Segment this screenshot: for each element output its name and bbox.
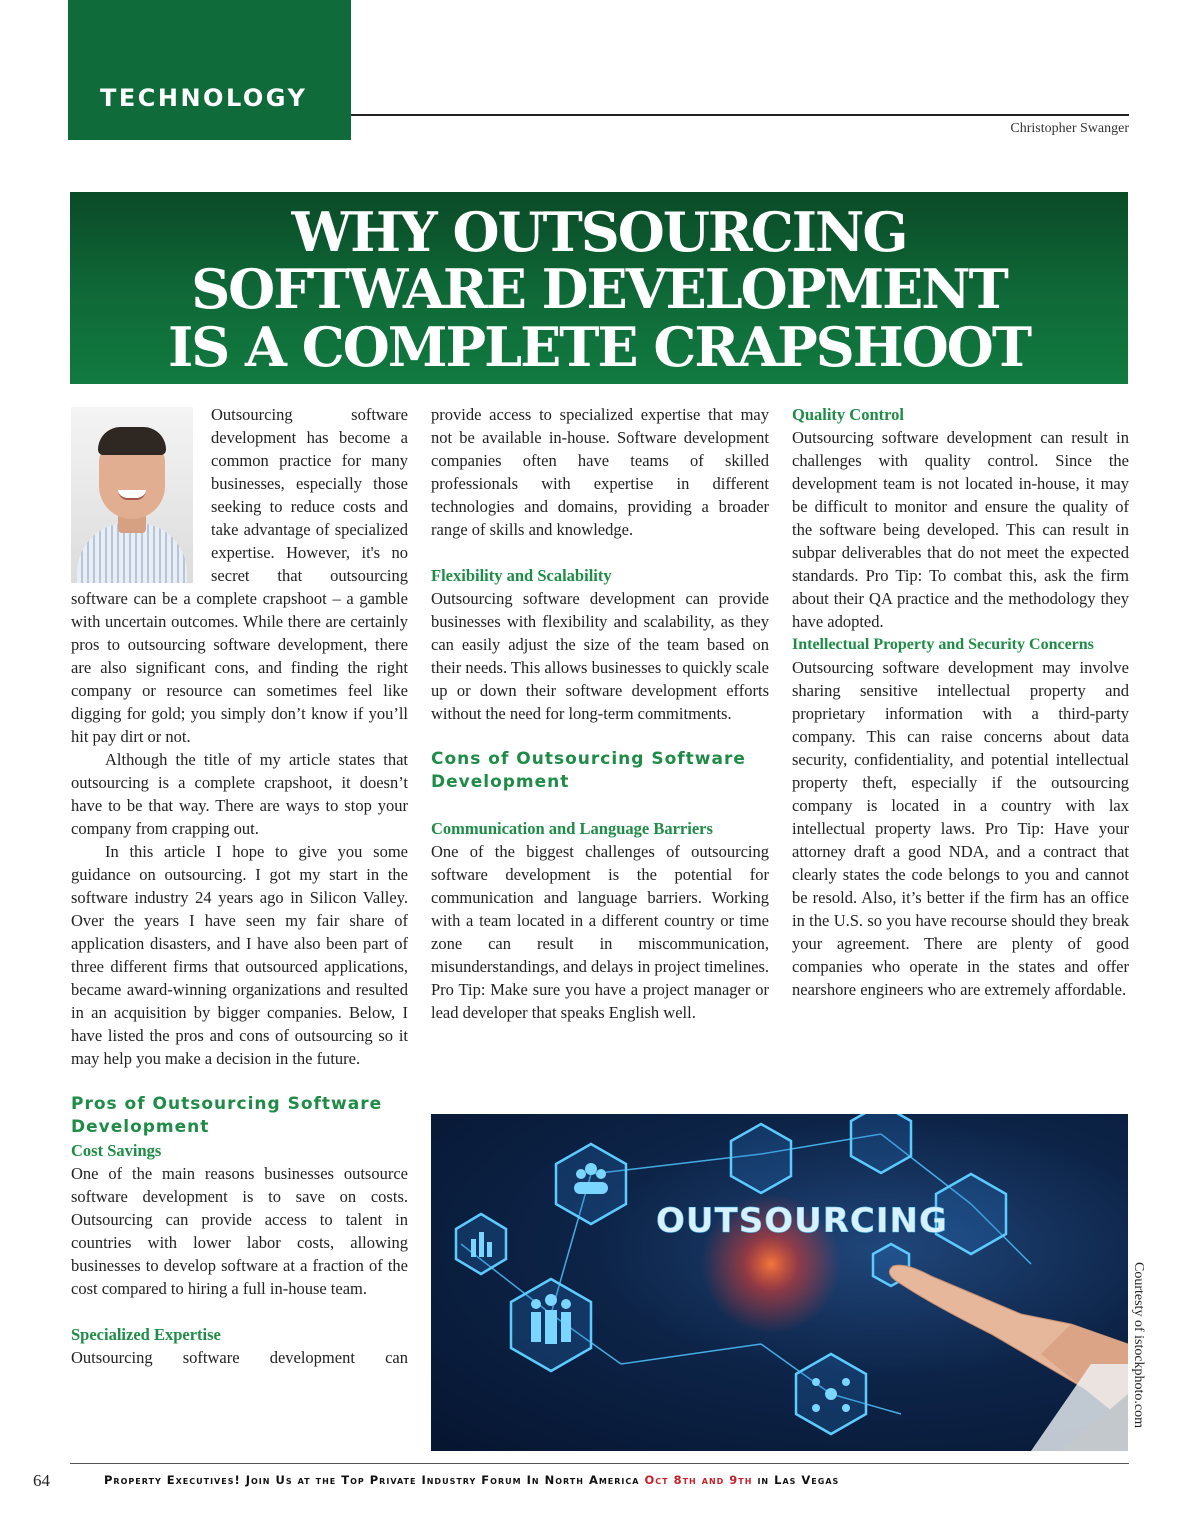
flexibility-heading: Flexibility and Scalability (431, 566, 612, 585)
title-banner (70, 192, 1128, 384)
image-credit: Courtesty of istockphoto.com (1131, 1262, 1146, 1429)
column-1 (71, 403, 408, 1369)
footer-promo-location: in Las Vegas (752, 1473, 840, 1487)
author-name: Christopher Swanger (1010, 121, 1129, 136)
flexibility-text: Outsourcing software development can provide businesses with flexibility and scalability, as they can easily adjust the size of the team based on their needs. This allows businesses to quickly scale up or down their software development efforts without the need for long-term commitments. (431, 589, 769, 723)
section-tab (68, 0, 351, 140)
quality-text: Outsourcing software development can result in challenges with quality control. Since the development team is not located in-house, it may be difficult to monitor and ensure the quality of the software being developed. This can result in subpar deliverables that do not meet the expected standards. Pro Tip: To combat this, ask the firm about their QA practice and the methodology they have adopted. (792, 428, 1129, 631)
footer-promo-text: Property Executives! Join Us at the Top Private Industry Forum In North America (104, 1473, 645, 1487)
intro-paragraph-3: In this article I hope to give you some guidance on outsourcing. I got my start in the software industry 24 years ago in Silicon Valley. Over the years I have seen my fair share of application disasters, and I have also been part of three different firms that outsourced applications, became award-winning organizations and resulted in an acquisition by bigger companies. Below, I have listed the pros and cons of outsourcing so it may help you make a decision in the future. (71, 842, 408, 1068)
footer-promo (104, 1473, 839, 1487)
communication-heading: Communication and Language Barriers (431, 819, 713, 838)
cons-heading: Cons of Outsourcing Software Development (431, 749, 746, 792)
outsourcing-illustration (431, 1114, 1128, 1451)
title-line-3: IS A COMPLETE CRAPSHOOT (167, 315, 1031, 379)
ip-heading: Intellectual Property and Security Concerns (792, 636, 1094, 653)
pros-heading: Pros of Outsourcing Software Development (71, 1094, 383, 1137)
cost-savings-text: One of the main reasons businesses outsource software development is to save on costs. Outsourcing can provide access to talent in countries with lower labor costs, allowing businesses to develop software at a fraction of the cost compared to hiring a full in-house team. (71, 1164, 408, 1298)
section-label: TECHNOLOGY (100, 84, 308, 112)
title-line-2: SOFTWARE DEVELOPMENT (191, 257, 1007, 321)
communication-text: One of the biggest challenges of outsourcing software development is the potential for communication and language barriers. Working with a team located in a different country or time zone can result in miscommunication, misunderstandings, and delays in project timelines. Pro Tip: Make sure you have a project manager or lead developer that speaks English well. (431, 842, 769, 1022)
footer-rule (70, 1463, 1129, 1464)
page-number: 64 (33, 1471, 50, 1490)
illustration-graphic (431, 1114, 1128, 1451)
title-line-1: WHY OUTSOURCING (291, 200, 907, 264)
cost-savings-heading: Cost Savings (71, 1141, 162, 1160)
header-rule (351, 114, 1129, 116)
intro-paragraph-1: Outsourcing software development has become a common practice for many businesses, especially those seeking to reduce costs and take advantage of specialized expertise. However, it's no secret that outsourcing software can be a complete crapshoot – a gamble with uncertain outcomes. While there are certainly pros to outsourcing software development, there are also significant cons, and finding the right company or resource can sometimes feel like digging for gold; you simply don’t know if you’ll hit pay dirt or not. (71, 405, 408, 746)
ip-text: Outsourcing software development may involve sharing sensitive intellectual property and proprietary information with a third-party company. This can raise concerns about data security, confidentiality, and potential intellectual property theft, especially if the outsourcing company is located in a country with lax intellectual property laws. Pro Tip: Have your attorney draft a good NDA, and a contract that clearly states the code belongs to you and cannot be resold. Also, it’s better if the firm has an office in the U.S. so you have recourse should they break your agreement. There are plenty of good companies who operate in the states and offer nearshore engineers who are extremely affordable. (792, 658, 1129, 999)
expertise-text-start: Outsourcing software development can (71, 1348, 408, 1367)
author-photo (71, 407, 193, 583)
column-2 (431, 403, 769, 1024)
intro-paragraph-2: Although the title of my article states that outsourcing is a complete crapshoot, it doesn’t have to be that way. There are ways to stop your company from crapping out. (71, 750, 408, 838)
expertise-text-continued: provide access to specialized expertise that may not be available in-house. Software development companies often have teams of skilled professionals with expertise in different technologies and domains, providing a broader range of skills and knowledge. (431, 405, 769, 539)
quality-heading: Quality Control (792, 405, 904, 424)
footer-promo-dates: Oct 8th and 9th (644, 1473, 753, 1487)
outsourcing-sign: OUTSOURCING (656, 1201, 948, 1241)
expertise-heading: Specialized Expertise (71, 1325, 221, 1344)
column-3 (792, 403, 1129, 1001)
